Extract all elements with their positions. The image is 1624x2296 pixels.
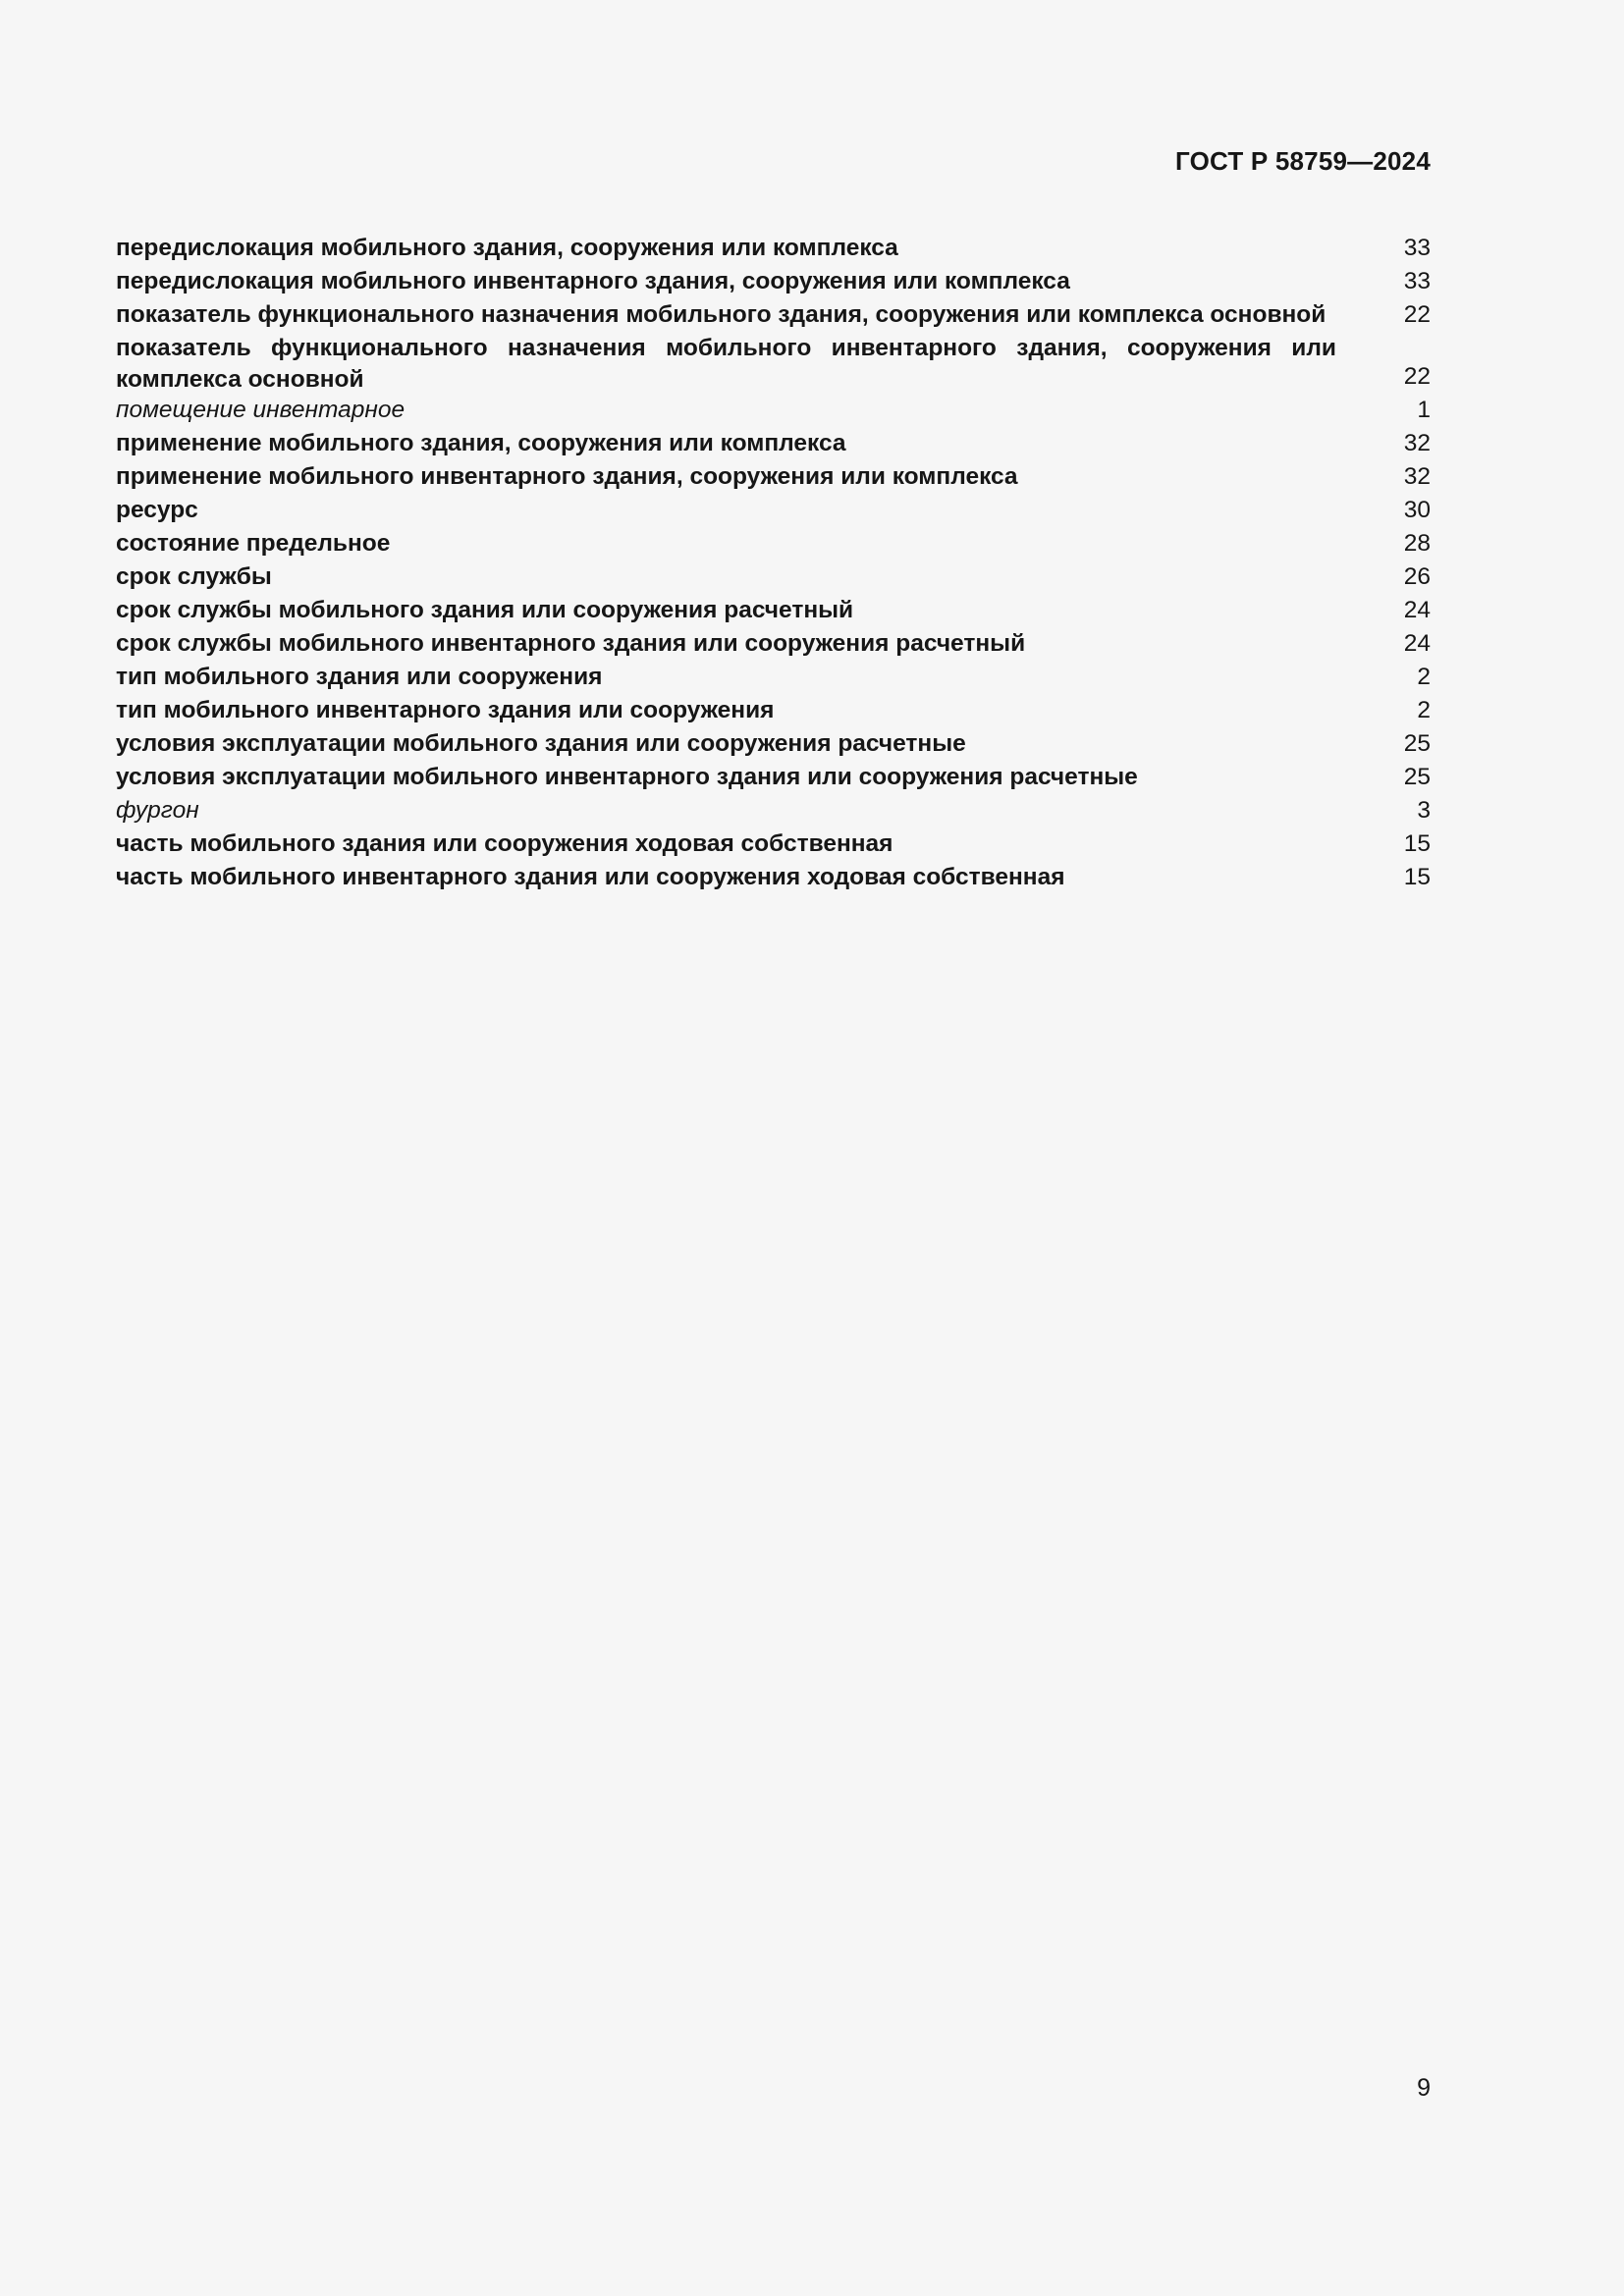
index-entry <box>116 795 1431 828</box>
term-number: 28 <box>1403 529 1431 557</box>
index-entry <box>116 299 1431 333</box>
term-number: 33 <box>1403 267 1431 294</box>
index-term: часть мобильного инвентарного здания или сооружения ходовая собственная <box>116 864 1065 890</box>
index-term: тип мобильного здания или сооружения <box>116 664 603 690</box>
index-entry <box>116 595 1431 628</box>
term-number: 24 <box>1403 629 1431 657</box>
index-entry <box>116 862 1431 895</box>
index-term: показатель функционального назначения мобильного здания, сооружения или комплекса основной <box>116 301 1326 328</box>
index-term: показатель функционального назначения мобильного инвентарного здания, сооружения или комплекса основной <box>116 335 1336 393</box>
index-entry <box>116 628 1431 662</box>
index-term: срок службы мобильного инвентарного здания или сооружения расчетный <box>116 630 1026 657</box>
index-entry <box>116 662 1431 695</box>
term-number: 32 <box>1403 462 1431 490</box>
index-term: срок службы <box>116 563 272 590</box>
document-code: ГОСТ Р 58759—2024 <box>1175 146 1431 176</box>
index-entry <box>116 395 1431 428</box>
index-term: условия эксплуатации мобильного инвентарного здания или сооружения расчетные <box>116 764 1138 790</box>
index-entry <box>116 528 1431 561</box>
term-number: 2 <box>1417 696 1431 723</box>
index-term: ресурс <box>116 497 198 523</box>
index-term: часть мобильного здания или сооружения ходовая собственная <box>116 830 893 857</box>
index-entry <box>116 728 1431 762</box>
index-term: тип мобильного инвентарного здания или сооружения <box>116 697 775 723</box>
term-number: 33 <box>1403 234 1431 261</box>
term-number: 24 <box>1403 596 1431 623</box>
index-term: помещение инвентарное <box>116 397 406 423</box>
term-number: 25 <box>1403 729 1431 757</box>
index-term: срок службы мобильного здания или сооружения расчетный <box>116 597 854 623</box>
term-number: 3 <box>1417 796 1431 824</box>
term-number: 26 <box>1403 562 1431 590</box>
index-entry <box>116 233 1431 266</box>
index-term: передислокация мобильного инвентарного здания, сооружения или комплекса <box>116 268 1070 294</box>
term-number: 22 <box>1403 300 1431 328</box>
index-entry <box>116 695 1431 728</box>
index-entry <box>116 428 1431 461</box>
term-number: 1 <box>1417 396 1431 423</box>
term-number: 32 <box>1403 429 1431 456</box>
index-entry <box>116 762 1431 795</box>
index-term: состояние предельное <box>116 530 391 557</box>
index-entry <box>116 495 1431 528</box>
term-number: 22 <box>1403 362 1431 390</box>
index-entry <box>116 333 1431 395</box>
term-number: 2 <box>1417 663 1431 690</box>
term-number: 15 <box>1403 863 1431 890</box>
index-entry <box>116 461 1431 495</box>
index-term: фургон <box>116 797 199 824</box>
index-entry <box>116 828 1431 862</box>
term-number: 30 <box>1403 496 1431 523</box>
alphabetical-index <box>116 233 1431 895</box>
index-term: применение мобильного здания, сооружения или комплекса <box>116 430 846 456</box>
index-entry <box>116 266 1431 299</box>
index-term: применение мобильного инвентарного здания, сооружения или комплекса <box>116 463 1018 490</box>
index-term: условия эксплуатации мобильного здания или сооружения расчетные <box>116 730 966 757</box>
page-number: 9 <box>1417 2074 1431 2102</box>
index-entry <box>116 561 1431 595</box>
term-number: 15 <box>1403 829 1431 857</box>
index-term: передислокация мобильного здания, сооружения или комплекса <box>116 235 898 261</box>
term-number: 25 <box>1403 763 1431 790</box>
